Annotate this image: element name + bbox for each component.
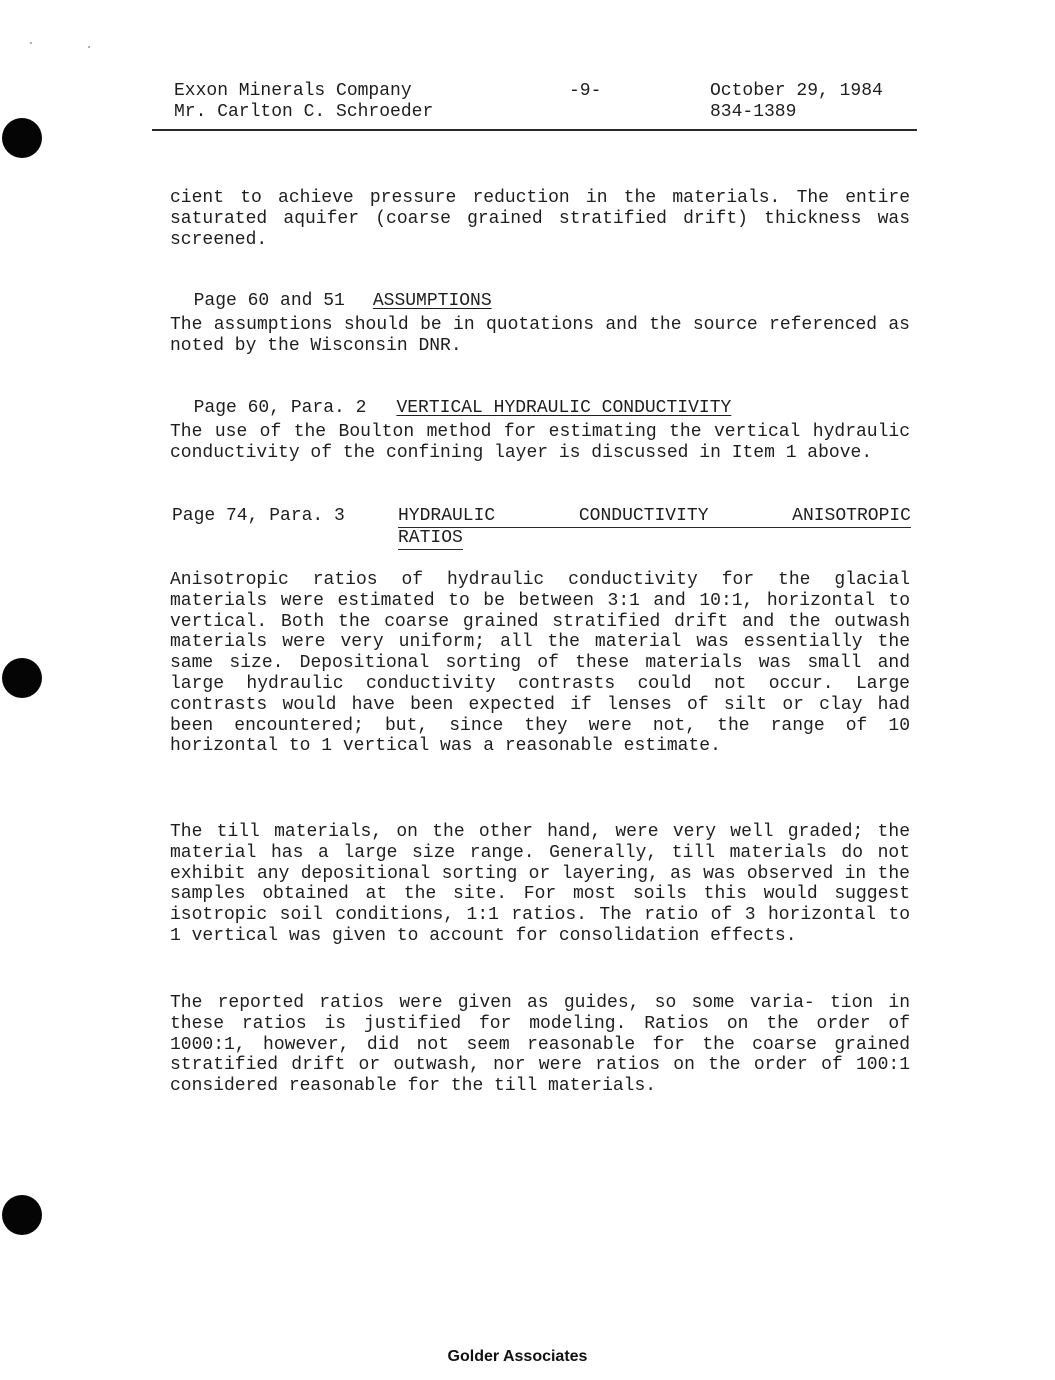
header-date: October 29, 1984 xyxy=(710,81,883,101)
title-word: HYDRAULIC xyxy=(398,506,496,526)
punch-hole xyxy=(2,118,42,158)
assumptions-paragraph: The assumptions should be in quotations and the source referenced as noted by the Wisconsin DNR. xyxy=(170,315,910,356)
punch-hole xyxy=(2,1195,42,1235)
vertical-conductivity-paragraph: The use of the Boulton method for estimating the vertical hydraulic conductivity of the confining layer is discussed in Item 1 above. xyxy=(170,422,910,463)
header-addressee: Mr. Carlton C. Schroeder xyxy=(174,102,434,122)
section-page-ref: Page 60, Para. 2 xyxy=(193,398,367,418)
section-heading-vertical-conductivity xyxy=(172,377,731,419)
anisotropic-paragraph-till: The till materials, on the other hand, were very well graded; the material has a large size range. Generally, till materials do not exhibit any depositional sorting or layering, as was observed in the samples obtained at the site. For most soils this would suggest isotropic soil conditions, 1:1 ratios. The ratio of 3 horizontal to 1 vertical was given to account for consolidation effects. xyxy=(170,822,910,946)
scan-speck xyxy=(30,42,32,44)
section-title: VERTICAL HYDRAULIC CONDUCTIVITY xyxy=(396,398,732,418)
section-title-anisotropic xyxy=(398,506,911,550)
section-page-ref: Page 60 and 51 xyxy=(193,291,345,311)
anisotropic-paragraph-reported: The reported ratios were given as guides, so some varia- tion in these ratios is justified for modeling. Ratios on the order of 1000:1, however, did not seem reasonable for the coarse grained stratified drift or outwash, nor were ratios on the order of 100:1 considered reasonable for the till materials. xyxy=(170,993,910,1097)
anisotropic-paragraph-glacial: Anisotropic ratios of hydraulic conductivity for the glacial materials were estimated to be between 3:1 and 10:1, horizontal to vertical. Both the coarse grained stratified drift and the outwash materials were very uniform; all the material was essentially the same size. Depositional sorting of these materials was small and large hydraulic conductivity contrasts could not occur. Large contrasts would have been expected if lenses of silt or clay had been encountered; but, since they were not, the range of 10 horizontal to 1 vertical was a reasonable estimate. xyxy=(170,570,910,757)
punch-hole xyxy=(2,658,42,698)
section-page-ref-anisotropic: Page 74, Para. 3 xyxy=(172,506,345,526)
header-rule xyxy=(152,129,917,131)
header-reference: 834-1389 xyxy=(710,102,797,122)
title-word: RATIOS xyxy=(398,528,463,548)
scan-speck xyxy=(88,46,90,48)
section-title: ASSUMPTIONS xyxy=(372,291,492,311)
header-company: Exxon Minerals Company xyxy=(174,81,412,101)
title-word: CONDUCTIVITY xyxy=(578,506,709,526)
title-word: ANISOTROPIC xyxy=(792,506,911,526)
section-heading-assumptions xyxy=(172,270,492,312)
page-number: -9- xyxy=(569,81,602,101)
intro-paragraph: cient to achieve pressure reduction in the materials. The entire saturated aquifer (coarse grained stratified drift) thickness was screened. xyxy=(170,188,910,250)
footer-firm-name: Golder Associates xyxy=(447,1348,588,1365)
